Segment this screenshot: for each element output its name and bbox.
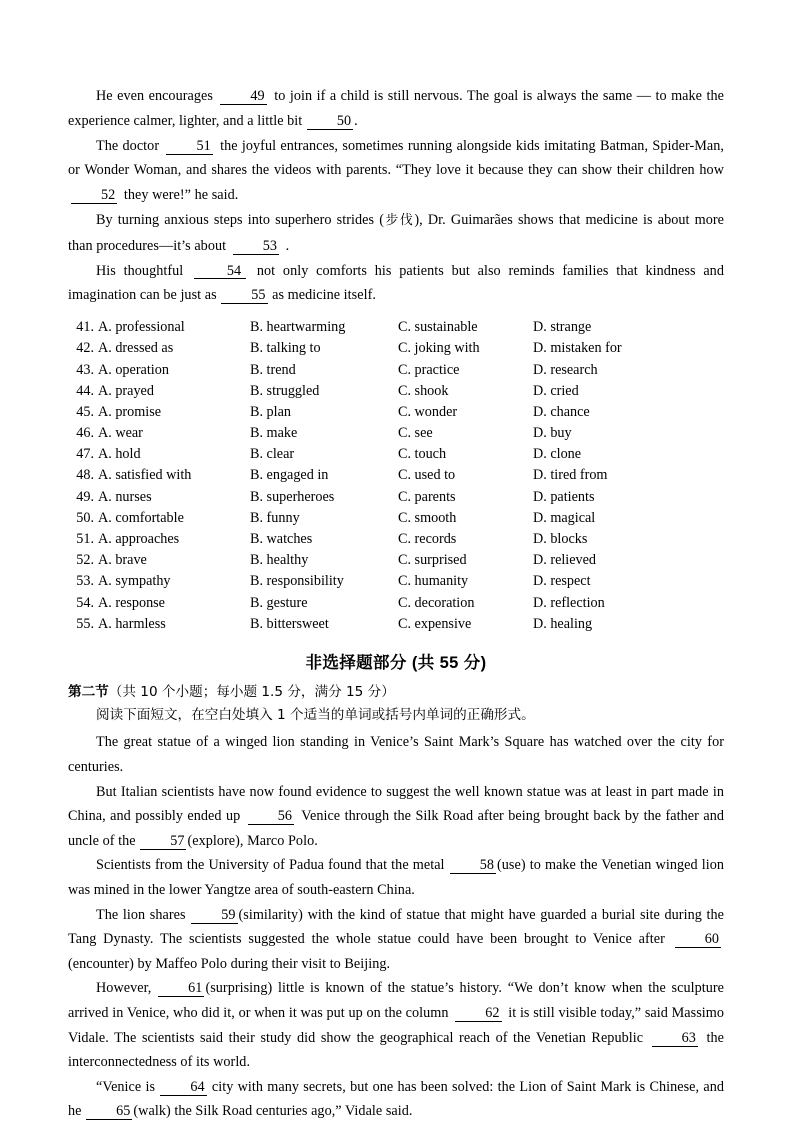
option-c[interactable]: C. wonder: [398, 403, 458, 420]
option-c[interactable]: C. surprised: [398, 552, 467, 569]
option-c[interactable]: C. expensive: [398, 615, 472, 632]
option-row: [68, 487, 724, 508]
grammar-passage: [68, 730, 724, 1124]
option-a[interactable]: A. approaches: [98, 531, 180, 548]
blank-50[interactable]: 50: [307, 114, 353, 130]
option-row: [68, 593, 724, 614]
option-c[interactable]: C. shook: [398, 382, 449, 399]
option-b[interactable]: B. talking to: [250, 340, 321, 357]
cloze-text: .: [285, 237, 290, 254]
option-row: [68, 571, 724, 592]
option-row: [68, 614, 724, 635]
grammar-text: But Italian scientists have now found evidence to suggest the well known statue was at least in part made in China, and possibly ended up: [68, 783, 724, 825]
grammar-paragraph-1: [68, 730, 724, 779]
section-heading-cn: 非选择题部分: [305, 652, 407, 672]
grammar-paragraph-6: [68, 1075, 724, 1124]
option-row: [68, 317, 724, 338]
grammar-text: the interconnectedness of its world.: [68, 1029, 724, 1071]
blank-56[interactable]: 56: [248, 809, 294, 825]
blank-49[interactable]: 49: [220, 89, 266, 105]
blank-52[interactable]: 52: [71, 188, 117, 204]
grammar-paragraph-3: [68, 853, 724, 902]
option-d[interactable]: D. tired from: [533, 467, 608, 484]
option-a[interactable]: A. prayed: [98, 382, 154, 399]
option-c[interactable]: C. used to: [398, 467, 456, 484]
option-number: 49.: [76, 488, 94, 505]
option-a[interactable]: A. brave: [98, 552, 147, 569]
cloze-text: they were!” he said.: [123, 187, 239, 204]
grammar-text: Venice through the Silk Road after being brought back by the father and uncle of the: [68, 808, 724, 849]
option-number: 45.: [76, 403, 94, 420]
grammar-text: Scientists from the University of Padua found that the metal: [96, 857, 445, 874]
cloze-paragraph-1: [68, 84, 724, 134]
cloze-text: His thoughtful: [96, 262, 184, 279]
option-d[interactable]: D. magical: [533, 509, 596, 526]
grammar-text: (surprising) little is known of the statue’s history. “We don’t know when the sculpture arrived in Venice, who did it, or when it was put up on the column: [68, 980, 724, 1022]
option-a[interactable]: A. nurses: [98, 488, 152, 505]
blank-60[interactable]: 60: [675, 932, 721, 948]
cloze-text: He even encourages: [96, 88, 213, 104]
option-row: [68, 381, 724, 402]
option-c[interactable]: C. records: [398, 531, 457, 548]
cloze-paragraph-4: [68, 259, 724, 309]
option-a[interactable]: A. wear: [98, 425, 143, 442]
option-c[interactable]: C. sustainable: [398, 319, 478, 336]
option-c[interactable]: C. touch: [398, 446, 447, 463]
option-b[interactable]: B. bittersweet: [250, 615, 329, 632]
chinese-gloss-strides: 步伐: [383, 212, 415, 228]
option-c[interactable]: C. parents: [398, 488, 456, 505]
option-a[interactable]: A. professional: [98, 319, 185, 336]
grammar-text: (walk) the Silk Road centuries ago,” Vidale said.: [133, 1103, 413, 1120]
option-a[interactable]: A. harmless: [98, 615, 166, 632]
option-row: [68, 360, 724, 381]
grammar-text: The great statue of a winged lion standing in Venice’s Saint Mark’s Square has watched over the city for centuries.: [68, 734, 724, 776]
option-b[interactable]: B. watches: [250, 531, 313, 548]
option-number: 46.: [76, 425, 94, 442]
blank-57[interactable]: 57: [140, 834, 186, 850]
option-c[interactable]: C. humanity: [398, 573, 469, 590]
option-d[interactable]: D. reflection: [533, 594, 605, 611]
option-b[interactable]: B. trend: [250, 361, 296, 378]
cloze-passage: [68, 84, 724, 308]
option-b[interactable]: B. funny: [250, 509, 300, 526]
cloze-text: ), Dr. Guimarães shows that medicine is about more than procedures—it’s about: [68, 211, 724, 254]
option-c[interactable]: C. joking with: [398, 340, 480, 357]
option-row: [68, 423, 724, 444]
option-b[interactable]: B. struggled: [250, 382, 320, 399]
section-heading-score: (共 55 分): [411, 653, 487, 672]
option-row: [68, 550, 724, 571]
cloze-text: The doctor: [96, 137, 160, 154]
cloze-text: the joyful entrances, sometimes running alongside kids imitating Batman, Spider-Man, or Wonder Woman, and shares the videos with parents. “They love it because they can show their children how: [68, 137, 724, 179]
option-a[interactable]: A. response: [98, 594, 165, 611]
option-number: 53.: [76, 573, 94, 590]
option-number: 55.: [76, 615, 94, 632]
option-a[interactable]: A. dressed as: [98, 340, 174, 357]
option-c[interactable]: C. decoration: [398, 594, 475, 611]
cloze-text: not only comforts his patients but also reminds families that kindness and imagination can be just as: [68, 262, 724, 304]
option-number: 41.: [76, 319, 94, 336]
grammar-text: it is still visible today,” said Massimo Vidale. The scientists said their study did show the geographical reach of the Venetian Republic: [68, 1005, 724, 1046]
section-heading: [68, 649, 724, 673]
option-d[interactable]: D. chance: [533, 403, 590, 420]
multiple-choice-options: [68, 317, 724, 635]
blank-65[interactable]: 65: [86, 1104, 132, 1120]
option-b[interactable]: B. gesture: [250, 594, 308, 611]
blank-62[interactable]: 62: [455, 1006, 501, 1022]
subsection-heading: [68, 681, 724, 704]
blank-54[interactable]: 54: [194, 264, 246, 280]
option-b[interactable]: B. superheroes: [250, 488, 335, 505]
option-row: [68, 508, 724, 529]
grammar-text: (explore), Marco Polo.: [187, 832, 318, 849]
option-b[interactable]: B. responsibility: [250, 573, 344, 590]
option-number: 42.: [76, 340, 94, 357]
page-content: [68, 84, 724, 1124]
option-number: 50.: [76, 509, 94, 526]
grammar-text: (similarity) with the kind of statue that might have guarded a burial site during the Tang Dynasty. The scientists suggested the whole statue could have been brought to Venice after: [68, 906, 724, 948]
option-b[interactable]: B. plan: [250, 403, 291, 420]
option-c[interactable]: C. practice: [398, 361, 460, 378]
option-number: 44.: [76, 382, 94, 399]
subsection-instruction: 阅读下面短文，在空白处填入 1 个适当的单词或括号内单词的正确形式。: [96, 706, 535, 723]
subsection-detail: （共 10 个小题；每小题 1.5 分，满分 15 分）: [108, 683, 395, 700]
cloze-text: as medicine itself.: [272, 287, 376, 304]
option-d[interactable]: D. clone: [533, 446, 582, 463]
option-a[interactable]: A. operation: [98, 361, 169, 378]
cloze-paragraph-3: [68, 208, 724, 259]
option-b[interactable]: B. clear: [250, 446, 295, 463]
option-d[interactable]: D. blocks: [533, 531, 588, 548]
option-number: 47.: [76, 446, 94, 463]
option-b[interactable]: B. make: [250, 425, 298, 442]
option-c[interactable]: C. see: [398, 425, 433, 442]
option-row: [68, 402, 724, 423]
option-b[interactable]: B. healthy: [250, 552, 309, 569]
option-d[interactable]: D. relieved: [533, 552, 597, 569]
option-number: 43.: [76, 361, 94, 378]
cloze-text: By turning anxious steps into superhero strides (: [96, 211, 384, 228]
option-d[interactable]: D. mistaken for: [533, 340, 622, 357]
option-number: 54.: [76, 594, 94, 611]
grammar-text: The lion shares: [96, 906, 186, 923]
option-d[interactable]: D. buy: [533, 425, 572, 442]
option-b[interactable]: B. heartwarming: [250, 319, 346, 336]
option-row: [68, 338, 724, 359]
grammar-text: (use) to make the Venetian winged lion was mined in the lower Yangtze area of south-eastern China.: [68, 857, 724, 899]
grammar-text: However,: [96, 980, 152, 997]
grammar-text: (encounter) by Maffeo Polo during their visit to Beijing.: [68, 955, 391, 972]
cloze-text: to join if a child is still nervous. The goal is always the same — to make the experience calmer, lighter, and a little bit: [68, 88, 724, 129]
option-d[interactable]: D. strange: [533, 319, 592, 336]
option-b[interactable]: B. engaged in: [250, 467, 329, 484]
option-number: 48.: [76, 467, 94, 484]
cloze-text: .: [354, 112, 358, 129]
grammar-paragraph-4: [68, 903, 724, 977]
grammar-paragraph-5: [68, 976, 724, 1074]
cloze-paragraph-2: [68, 134, 724, 208]
subsection-label: 第二节: [68, 683, 109, 700]
grammar-text: “Venice is: [96, 1078, 156, 1095]
blank-58[interactable]: 58: [450, 858, 496, 874]
option-row: [68, 465, 724, 486]
option-row: [68, 444, 724, 465]
blank-64[interactable]: 64: [160, 1080, 206, 1096]
option-number: 52.: [76, 552, 94, 569]
blank-53[interactable]: 53: [233, 239, 279, 255]
grammar-text: city with many secrets, but one has been solved: the Lion of Saint Mark is Chinese, and he: [68, 1078, 724, 1120]
option-d[interactable]: D. respect: [533, 573, 591, 590]
option-d[interactable]: D. patients: [533, 488, 595, 505]
option-a[interactable]: A. promise: [98, 403, 162, 420]
option-a[interactable]: A. sympathy: [98, 573, 171, 590]
option-number: 51.: [76, 531, 94, 548]
blank-59[interactable]: 59: [191, 908, 237, 924]
option-d[interactable]: D. cried: [533, 382, 579, 399]
option-row: [68, 529, 724, 550]
blank-55[interactable]: 55: [221, 288, 267, 304]
option-d[interactable]: D. research: [533, 361, 598, 378]
option-a[interactable]: A. comfortable: [98, 509, 184, 526]
grammar-paragraph-2: [68, 780, 724, 854]
blank-63[interactable]: 63: [652, 1031, 698, 1047]
blank-51[interactable]: 51: [166, 139, 212, 155]
option-d[interactable]: D. healing: [533, 615, 593, 632]
option-a[interactable]: A. hold: [98, 446, 141, 463]
option-c[interactable]: C. smooth: [398, 509, 457, 526]
blank-61[interactable]: 61: [158, 981, 204, 997]
option-a[interactable]: A. satisfied with: [98, 467, 192, 484]
